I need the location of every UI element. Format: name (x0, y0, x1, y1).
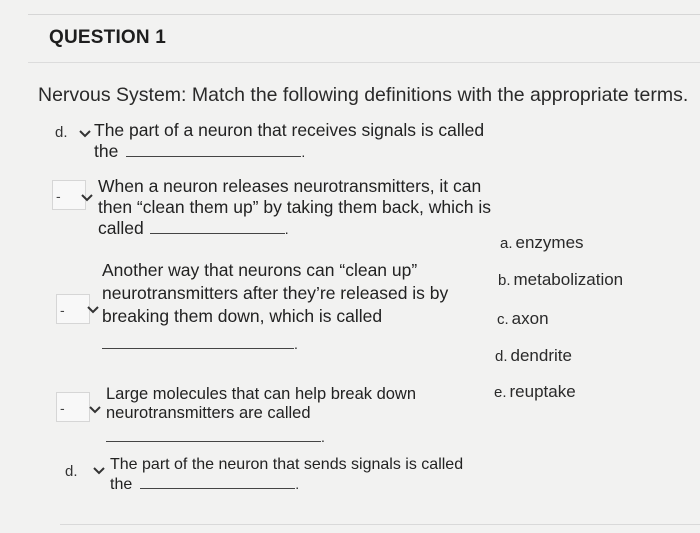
item-prompt (106, 385, 416, 447)
prompt-line: . (102, 332, 448, 356)
bottom-divider (60, 524, 700, 525)
chevron-down-icon (81, 194, 93, 202)
chevron-down-icon (79, 130, 91, 138)
selected-value: d. (55, 124, 68, 141)
selected-value: d. (65, 463, 78, 480)
answer-select[interactable] (56, 392, 90, 422)
question-instruction: Nervous System: Match the following definitions with the appropriate terms. (38, 84, 689, 106)
prompt-line: breaking them down, which is called (102, 306, 383, 326)
question-title: QUESTION 1 (49, 27, 167, 48)
top-divider (28, 14, 700, 15)
answer-select[interactable] (65, 455, 104, 485)
prompt-line: Another way that neurons can “clean up” (102, 260, 418, 280)
option-item: a. enzymes (500, 233, 584, 252)
prompt-line: the . (110, 476, 300, 493)
prompt-line: The part of the neuron that sends signals is called (110, 456, 464, 473)
chevron-down-icon (87, 306, 99, 314)
answer-select[interactable] (55, 116, 94, 146)
answer-select[interactable] (56, 294, 90, 324)
item-prompt (110, 455, 463, 494)
title-divider (28, 62, 700, 63)
answer-select[interactable] (52, 180, 86, 210)
chevron-down-icon (93, 467, 105, 475)
prompt-line: neurotransmitters after they’re released is by (102, 283, 449, 303)
prompt-line: neurotransmitters are called (106, 404, 311, 422)
selected-value: - (56, 188, 61, 204)
option-item: c. axon (497, 309, 549, 328)
item-prompt (94, 120, 484, 163)
item-prompt (102, 259, 448, 356)
prompt-line: . (106, 427, 416, 447)
prompt-line: Large molecules that can help break down (106, 385, 417, 403)
prompt-line: The part of a neuron that receives signals is called (94, 120, 485, 140)
selected-value: - (60, 302, 65, 318)
item-prompt (98, 176, 491, 240)
option-item: d. dendrite (495, 346, 572, 365)
prompt-line: called . (98, 218, 289, 238)
selected-value: - (60, 400, 65, 416)
chevron-down-icon (89, 406, 101, 414)
prompt-line: the . (94, 141, 306, 161)
option-item: e. reuptake (494, 382, 576, 401)
prompt-line: When a neuron releases neurotransmitters, it can (98, 176, 482, 196)
option-item: b. metabolization (498, 270, 624, 289)
prompt-line: then “clean them up” by taking them back, which is (98, 197, 491, 217)
